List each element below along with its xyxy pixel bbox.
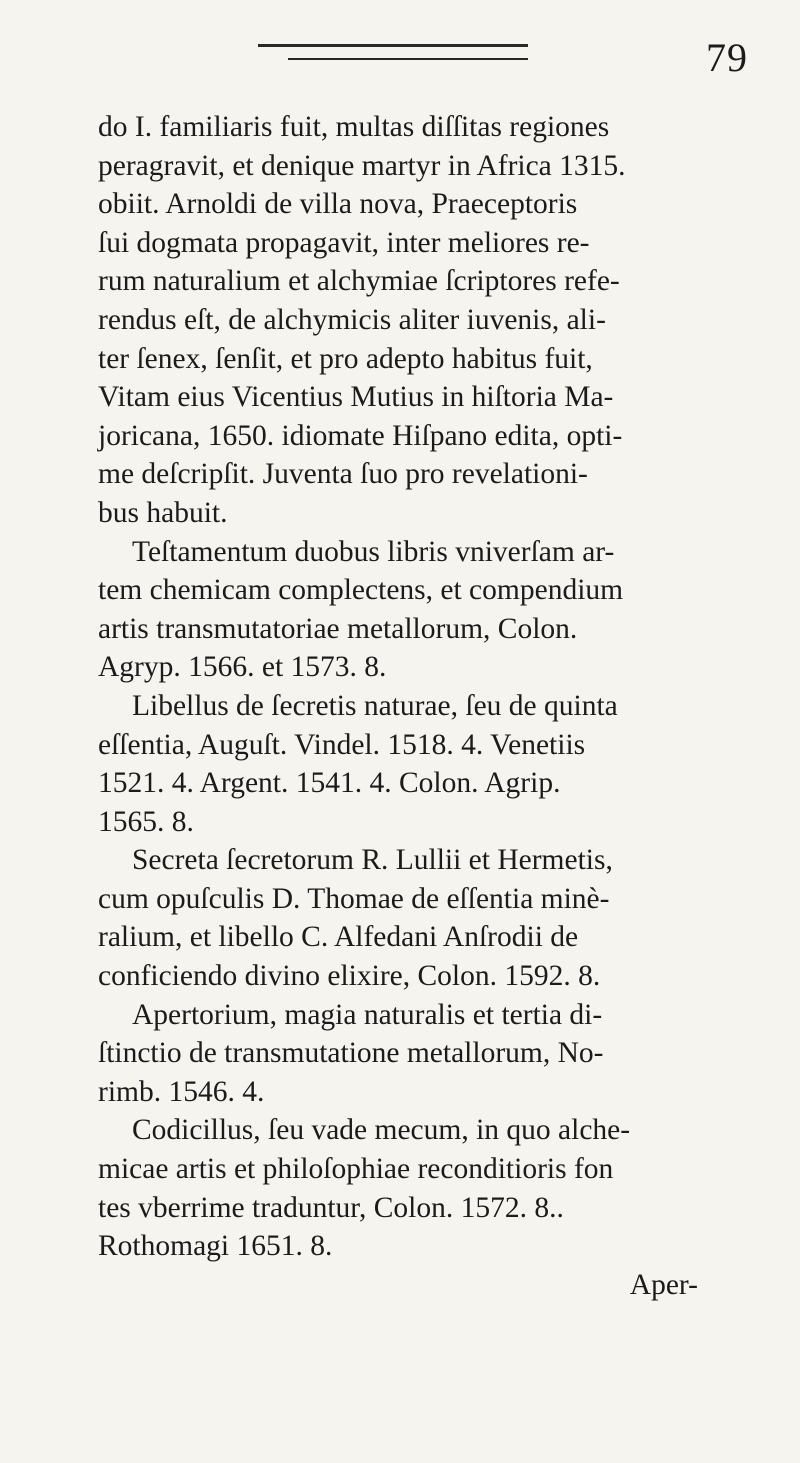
text-line: Agryp. 1566. et 1573. 8.	[98, 651, 387, 684]
text-line: peragravit, et denique martyr in Africa 1315.	[98, 149, 626, 182]
text-line: ſui dogmata propagavit, inter meliores re-	[98, 226, 590, 259]
text-line: joricana, 1650. idiomate Hiſpano edita, opti-	[98, 419, 623, 452]
text-line: artis transmutatoriae metallorum, Colon.	[98, 612, 578, 645]
header-rule	[258, 44, 528, 47]
text-line: rendus eſt, de alchymicis aliter iuvenis, ali-	[98, 303, 606, 336]
text-line-paragraph-start: Apertorium, magia naturalis et tertia di-	[132, 998, 603, 1031]
text-line: eſſentia, Auguſt. Vindel. 1518. 4. Venetiis	[98, 728, 586, 761]
text-line: conficiendo divino elixire, Colon. 1592. 8.	[98, 960, 601, 993]
text-line: tes vberrime traduntur, Colon. 1572. 8..	[98, 1191, 564, 1224]
catchword: Aper-	[629, 1268, 698, 1301]
text-line: me deſcripſit. Juventa ſuo pro revelationi-	[98, 458, 588, 491]
text-line: Vitam eius Vicentius Mutius in hiſtoria Ma-	[98, 381, 614, 414]
text-line-paragraph-start: Teſtamentum duobus libris vniverſam ar-	[132, 535, 615, 568]
text-line: rimb. 1546. 4.	[98, 1075, 265, 1108]
text-line: ſtinctio de transmutatione metallorum, No-	[98, 1037, 604, 1070]
text-line: rum naturalium et alchymiae ſcriptores refe-	[98, 265, 620, 298]
text-line: Rothomagi 1651. 8.	[98, 1230, 333, 1263]
text-line-paragraph-start: Codicillus, ſeu vade mecum, in quo alche-	[132, 1114, 631, 1147]
text-line: 1565. 8.	[98, 805, 194, 838]
header-rule-secondary	[288, 58, 528, 60]
body-text	[98, 108, 698, 1304]
text-line: cum opuſculis D. Thomae de eſſentia minè-	[98, 882, 610, 915]
text-line: ralium, et libello C. Alfedani Anſrodii de	[98, 921, 579, 954]
text-line: tem chemicam complectens, et compendium	[98, 574, 624, 607]
text-line: obiit. Arnoldi de villa nova, Praeceptoris	[98, 188, 578, 221]
text-line-paragraph-start: Secreta ſecretorum R. Lullii et Hermetis,	[132, 844, 613, 877]
text-line: bus habuit.	[98, 496, 228, 529]
text-line: 1521. 4. Argent. 1541. 4. Colon. Agrip.	[98, 767, 561, 800]
text-line: ter ſenex, ſenſit, et pro adepto habitus fuit,	[98, 342, 593, 375]
text-line-paragraph-start: Libellus de ſecretis naturae, ſeu de quinta	[132, 689, 618, 722]
text-line: do I. familiaris fuit, multas diſſitas regiones	[98, 111, 610, 143]
text-line: micae artis et philoſophiae reconditioris fon	[98, 1153, 614, 1186]
page-number: 79	[706, 35, 748, 80]
